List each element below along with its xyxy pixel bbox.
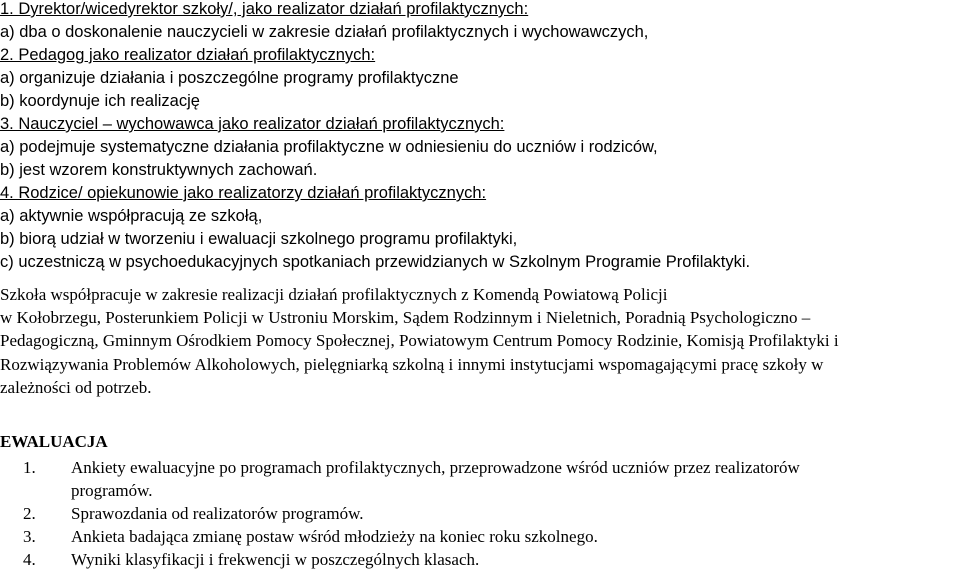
role-item: b) biorą udział w tworzeniu i ewaluacji szkolnego programu profilaktyki,	[0, 230, 518, 248]
list-item-text: Ankiety ewaluacyjne po programach profilaktycznych, przeprowadzone wśród uczniów przez realizatorów	[71, 458, 800, 477]
role-item: c) uczestniczą w psychoedukacyjnych spotkaniach przewidzianych w Szkolnym Programie Profilaktyki.	[0, 253, 751, 271]
list-item-text: Wyniki klasyfikacji i frekwencji w poszczególnych klasach.	[71, 550, 480, 569]
role-item: b) jest wzorem konstruktywnych zachowań.	[0, 161, 318, 179]
list-item-number: 3.	[23, 527, 36, 546]
list-item-number: 4.	[23, 550, 36, 569]
paragraph-line: Rozwiązywania Problemów Alkoholowych, pielęgniarką szkolną i innymi instytucjami wspomagającymi pracę szkoły w	[0, 355, 824, 374]
paragraph-line: zależności od potrzeb.	[0, 378, 152, 397]
list-item-text: Sprawozdania od realizatorów programów.	[71, 504, 364, 523]
paragraph-line: Szkoła współpracuje w zakresie realizacji działań profilaktycznych z Komendą Powiatową Policji	[0, 285, 668, 304]
role-item: a) dba o doskonalenie nauczycieli w zakresie działań profilaktycznych i wychowawczych,	[0, 23, 649, 41]
role-heading-4: 4. Rodzice/ opiekunowie jako realizatorzy działań profilaktycznych:	[0, 184, 487, 202]
evaluation-heading: EWALUACJA	[0, 432, 108, 451]
role-item: a) podejmuje systematyczne działania profilaktyczne w odniesieniu do uczniów i rodziców,	[0, 138, 658, 156]
list-item-number: 2.	[23, 504, 36, 523]
list-item-text: Ankieta badająca zmianę postaw wśród młodzieży na koniec roku szkolnego.	[71, 527, 598, 546]
list-item-text: programów.	[71, 481, 153, 500]
role-item: b) koordynuje ich realizację	[0, 92, 200, 110]
role-item: a) aktywnie współpracują ze szkołą,	[0, 207, 263, 225]
paragraph-line: Pedagogiczną, Gminnym Ośrodkiem Pomocy Społecznej, Powiatowym Centrum Pomocy Rodzinie, Komisją Profilaktyki i	[0, 331, 839, 350]
role-item: a) organizuje działania i poszczególne programy profilaktyczne	[0, 69, 459, 87]
role-heading-1: 1. Dyrektor/wicedyrektor szkoły/, jako realizator działań profilaktycznych:	[0, 0, 529, 18]
list-item-number: 1.	[23, 458, 36, 477]
role-heading-2: 2. Pedagog jako realizator działań profilaktycznych:	[0, 46, 376, 64]
paragraph-line: w Kołobrzegu, Posterunkiem Policji w Ustroniu Morskim, Sądem Rodzinnym i Nieletnich, Poradnią Psychologiczno –	[0, 308, 811, 327]
role-heading-3: 3. Nauczyciel – wychowawca jako realizator działań profilaktycznych:	[0, 115, 505, 133]
